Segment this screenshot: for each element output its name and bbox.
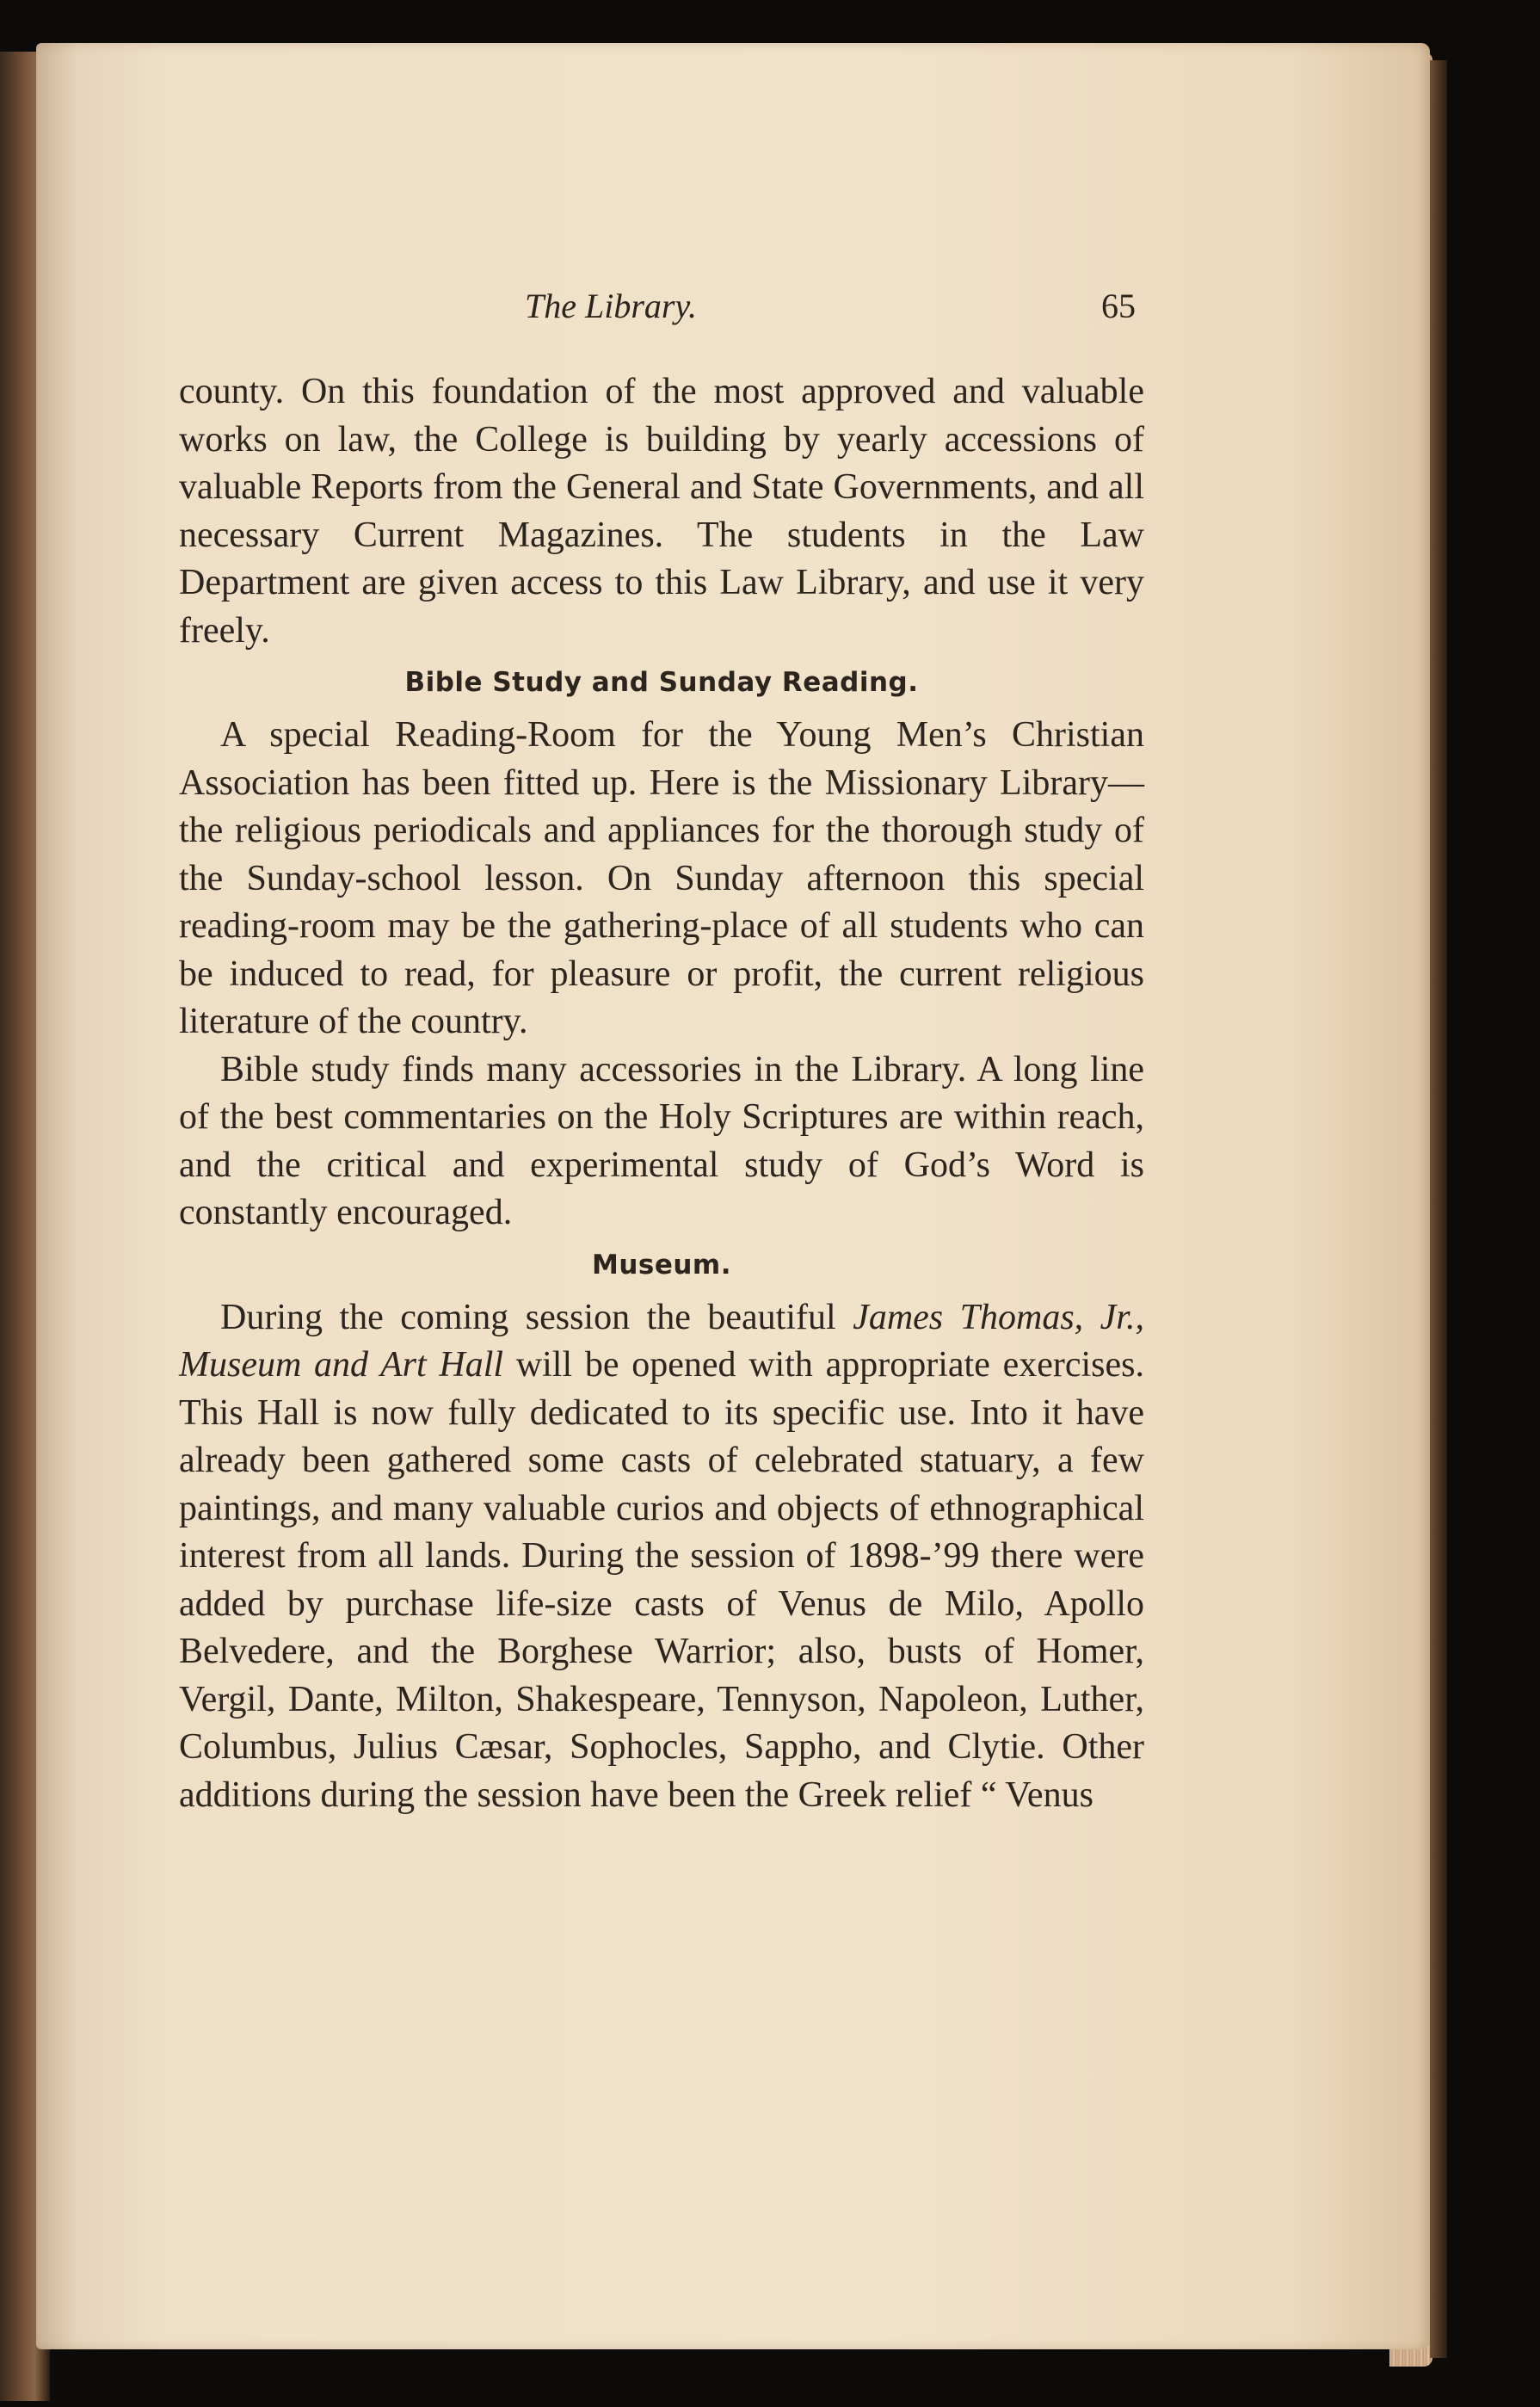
running-head: [525, 286, 1179, 337]
paragraph-museum: [179, 1294, 1144, 1820]
paragraph-law-library: county. On this foundation of the most approved and valuable works on law, the College is building by yearly accessions of valuable Reports from the General and State Governments, and all necessary Current Magazines. The students in the Law Department are given access to this Law Library, and use it very freely.: [179, 372, 1144, 651]
museum-name-italic: James Thomas, Jr., Museum and Art Hall: [179, 1297, 1144, 1385]
paragraph-bible-study: Bible study finds many accessories in the Library. A long line of the best commentaries on the Holy Scriptures are within reach, and the critical and experimental study of God’s Word is constantly encouraged.: [179, 1049, 1144, 1232]
paragraph-reading-room: A special Reading-Room for the Young Men’s Christian Association has been fitted up. Here is the Missionary Library—the religious periodicals and appliances for the thorough study of the Sunday-school lesson. On Sunday afternoon this special reading-room may be the gathering-place of all students who can be induced to read, for pleasure or profit, the current religious literature of the country.: [179, 715, 1144, 1041]
museum-text-body: will be opened with appropriate exercises. This Hall is now fully dedicated to its specific use. Into it have already been gathered some casts of celebrated statuary, a few paintings, and many valuable curios and objects of ethnographical interest from all lands. During the session of 1898-’99 there were added by purchase life-size casts of Venus de Milo, Apollo Belvedere, and the Borghese Warrior; also, busts of Homer, Vergil, Dante, Milton, Shakespeare, Tennyson, Napoleon, Luther, Columbus, Julius Cæsar, Sophocles, Sappho, and Clytie. Other additions during the session have been the Greek relief “ Venus: [179, 1345, 1144, 1815]
page-number: 65: [1101, 287, 1136, 325]
page-body: [179, 368, 1144, 1819]
section-heading-bible-study: Bible Study and Sunday Reading.: [404, 667, 919, 698]
running-title: The Library.: [525, 287, 698, 325]
museum-text-intro: During the coming session the beautiful: [220, 1297, 853, 1337]
section-heading-museum: Museum.: [591, 1249, 732, 1281]
book-cover-edge: [1430, 60, 1447, 2358]
